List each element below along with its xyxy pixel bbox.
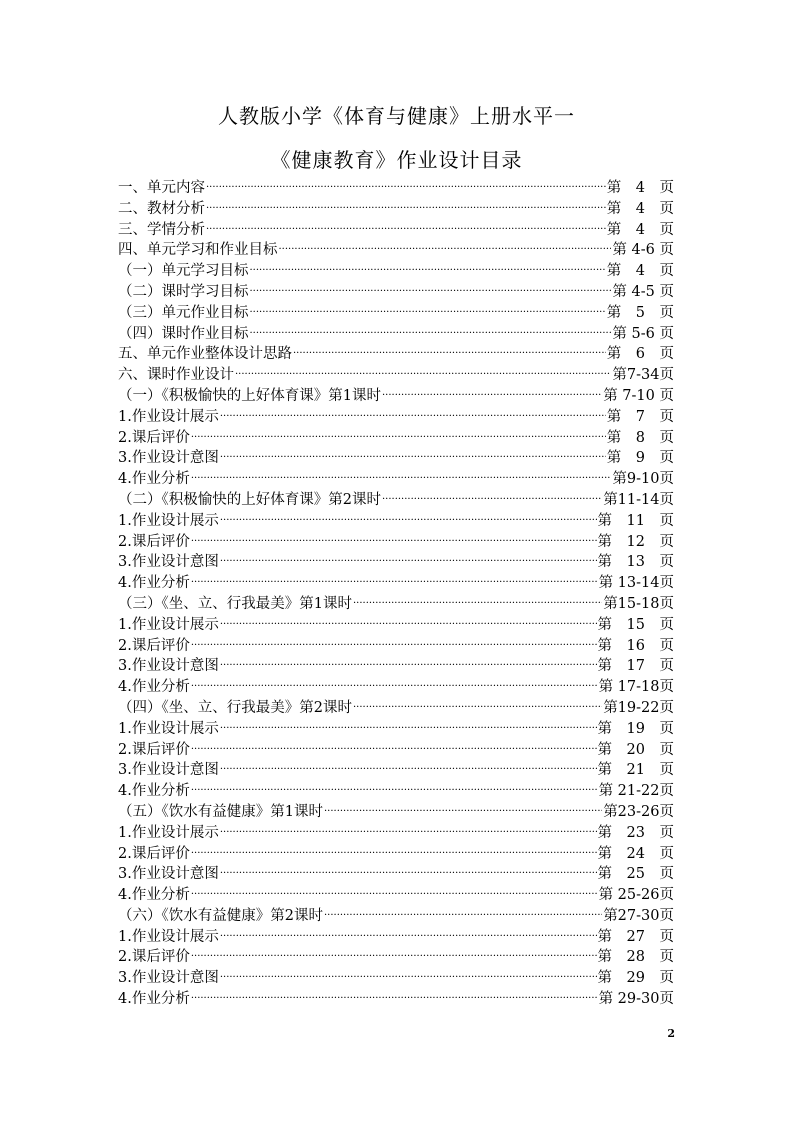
toc-entry-label: 4.作业分析: [118, 471, 190, 488]
toc-leader-dots: [191, 740, 597, 761]
toc-entry[interactable]: [118, 324, 674, 345]
toc-entry[interactable]: [118, 927, 674, 948]
toc-leader-dots: [220, 511, 597, 532]
toc-leader-dots: [191, 573, 598, 594]
toc-entry[interactable]: [118, 199, 674, 220]
toc-entry-page: 第 15 页: [597, 616, 674, 633]
toc-leader-dots: [353, 698, 602, 719]
toc-entry[interactable]: [118, 636, 674, 657]
toc-entry-label: 2.课后评价: [118, 429, 190, 446]
toc-entry[interactable]: [118, 552, 674, 573]
toc-entry-page: 第 29 页: [597, 970, 674, 987]
toc-entry-page: 第 7-10 页: [603, 387, 674, 404]
toc-entry[interactable]: [118, 448, 674, 469]
toc-entry[interactable]: [118, 344, 674, 365]
toc-leader-dots: [220, 615, 597, 636]
toc-entry[interactable]: [118, 469, 674, 490]
toc-entry-page: 第 23 页: [597, 824, 674, 841]
toc-entry-page: 第15-18页: [603, 595, 674, 612]
toc-entry[interactable]: [118, 511, 674, 532]
toc-entry-page: 第 13 页: [597, 554, 674, 571]
toc-entry[interactable]: [118, 760, 674, 781]
toc-entry[interactable]: [118, 968, 674, 989]
toc-entry-label: （四）《坐、立、行我最美》第2课时: [118, 699, 352, 716]
toc-entry[interactable]: [118, 719, 674, 740]
toc-entry[interactable]: [118, 802, 674, 823]
toc-leader-dots: [250, 282, 612, 303]
page-number: 2: [667, 1027, 675, 1040]
toc-leader-dots: [191, 428, 606, 449]
toc-entry-label: 3.作业设计意图: [118, 554, 219, 571]
toc-leader-dots: [191, 636, 597, 657]
toc-leader-dots: [353, 594, 602, 615]
toc-entry-label: 1.作业设计展示: [118, 512, 219, 529]
toc-leader-dots: [191, 469, 612, 490]
document-title: 人教版小学《体育与健康》上册水平一: [218, 104, 575, 128]
toc-leader-dots: [250, 261, 606, 282]
toc-entry-label: 一、单元内容: [118, 180, 205, 196]
toc-leader-dots: [220, 719, 597, 740]
toc-leader-dots: [206, 220, 606, 241]
toc-leader-dots: [206, 199, 606, 220]
toc-entry[interactable]: [118, 864, 674, 885]
toc-entry-label: 3.作业设计意图: [118, 866, 219, 883]
toc-entry-page: 第 4-6 页: [612, 242, 674, 259]
toc-leader-dots: [206, 178, 606, 199]
toc-entry-label: （二）《积极愉快的上好体育课》第2课时: [118, 491, 381, 508]
toc-leader-dots: [235, 365, 611, 386]
toc-entry-label: 4.作业分析: [118, 887, 190, 904]
toc-leader-dots: [382, 386, 602, 407]
toc-entry-page: 第 16 页: [597, 637, 674, 654]
toc-leader-dots: [191, 532, 597, 553]
toc-entry-page: 第 4-5 页: [612, 283, 674, 300]
toc-entry-label: （二）课时学习目标: [118, 283, 249, 300]
toc-entry-label: 3.作业设计意图: [118, 970, 219, 987]
toc-entry-label: 1.作业设计展示: [118, 824, 219, 841]
toc-entry[interactable]: [118, 823, 674, 844]
toc-entry[interactable]: [118, 303, 674, 324]
toc-leader-dots: [220, 823, 597, 844]
toc-entry-label: 2.课后评价: [118, 741, 190, 758]
toc-leader-dots: [220, 552, 597, 573]
toc-entry-page: 第 9 页: [606, 450, 674, 467]
toc-leader-dots: [279, 240, 612, 261]
toc-entry-page: 第 5-6 页: [612, 325, 674, 342]
toc-entry-page: 第 20 页: [597, 741, 674, 758]
toc-leader-dots: [220, 927, 597, 948]
toc-entry-page: 第 13-14页: [598, 575, 674, 592]
toc-entry-page: 第 5 页: [606, 304, 674, 321]
toc-entry[interactable]: [118, 781, 674, 802]
toc-entry-label: 四、单元学习和作业目标: [118, 242, 278, 259]
toc-entry-label: （四）课时作业目标: [118, 325, 249, 342]
toc-entry-label: 二、教材分析: [118, 200, 205, 217]
table-of-contents: [118, 178, 674, 1010]
toc-entry-page: 第 8 页: [606, 429, 674, 446]
toc-leader-dots: [191, 947, 597, 968]
toc-entry-page: 第 29-30页: [598, 991, 674, 1008]
toc-entry-label: 4.作业分析: [118, 575, 190, 592]
toc-leader-dots: [220, 968, 597, 989]
toc-leader-dots: [324, 906, 602, 927]
toc-entry[interactable]: [118, 220, 674, 241]
toc-entry-label: 3.作业设计意图: [118, 762, 219, 779]
toc-leader-dots: [220, 407, 606, 428]
toc-entry-page: 第 7 页: [606, 408, 674, 425]
toc-entry[interactable]: [118, 677, 674, 698]
toc-entry-page: 第 28 页: [597, 949, 674, 966]
toc-leader-dots: [324, 802, 602, 823]
toc-entry[interactable]: [118, 407, 674, 428]
toc-entry-label: 3.作业设计意图: [118, 450, 219, 467]
toc-entry-label: 1.作业设计展示: [118, 720, 219, 737]
toc-entry-page: 第 24 页: [597, 845, 674, 862]
toc-entry-label: （一）单元学习目标: [118, 263, 249, 280]
toc-entry-label: （三）单元作业目标: [118, 304, 249, 321]
toc-entry-page: 第 4 页: [606, 180, 674, 196]
toc-entry[interactable]: [118, 428, 674, 449]
toc-entry[interactable]: [118, 178, 674, 199]
toc-entry[interactable]: [118, 365, 674, 386]
toc-entry-page: 第 11 页: [597, 512, 674, 529]
toc-leader-dots: [220, 448, 606, 469]
toc-entry-page: 第11-14页: [603, 491, 674, 508]
toc-entry[interactable]: [118, 282, 674, 303]
toc-entry-label: 1.作业设计展示: [118, 616, 219, 633]
toc-entry-page: 第27-30页: [603, 907, 674, 924]
toc-entry-page: 第9-10页: [612, 471, 674, 488]
document-subtitle: 《健康教育》作业设计目录: [270, 148, 523, 172]
toc-entry-page: 第 6 页: [606, 346, 674, 363]
toc-entry-page: 第 21-22页: [598, 783, 674, 800]
toc-entry[interactable]: [118, 490, 674, 511]
toc-leader-dots: [191, 989, 598, 1010]
toc-leader-dots: [382, 490, 602, 511]
toc-entry-label: （三）《坐、立、行我最美》第1课时: [118, 595, 352, 612]
toc-entry-page: 第 4 页: [606, 221, 674, 238]
toc-entry-label: 1.作业设计展示: [118, 408, 219, 425]
toc-entry[interactable]: [118, 532, 674, 553]
toc-entry[interactable]: [118, 656, 674, 677]
toc-entry-page: 第 21 页: [597, 762, 674, 779]
toc-entry-page: 第 4 页: [606, 200, 674, 217]
toc-leader-dots: [191, 885, 598, 906]
toc-entry-label: 2.课后评价: [118, 949, 190, 966]
toc-leader-dots: [191, 844, 597, 865]
toc-entry-label: 三、学情分析: [118, 221, 205, 238]
toc-entry-page: 第 4 页: [606, 263, 674, 280]
toc-entry[interactable]: [118, 989, 674, 1010]
toc-entry-label: 1.作业设计展示: [118, 928, 219, 945]
toc-entry-page: 第23-26页: [603, 803, 674, 820]
toc-entry[interactable]: [118, 386, 674, 407]
toc-entry[interactable]: [118, 698, 674, 719]
toc-entry-label: 4.作业分析: [118, 783, 190, 800]
toc-entry-label: （六）《饮水有益健康》第2课时: [118, 907, 323, 924]
toc-entry-label: 4.作业分析: [118, 991, 190, 1008]
toc-entry-page: 第 17 页: [597, 658, 674, 675]
toc-entry[interactable]: [118, 240, 674, 261]
toc-entry-page: 第 17-18页: [598, 679, 674, 696]
toc-entry-label: 2.课后评价: [118, 637, 190, 654]
toc-entry-page: 第 25 页: [597, 866, 674, 883]
toc-entry-label: 2.课后评价: [118, 845, 190, 862]
toc-leader-dots: [220, 760, 597, 781]
toc-entry-page: 第 19 页: [597, 720, 674, 737]
toc-leader-dots: [220, 864, 597, 885]
toc-entry[interactable]: [118, 615, 674, 636]
toc-entry[interactable]: [118, 740, 674, 761]
toc-leader-dots: [191, 677, 598, 698]
toc-entry[interactable]: [118, 261, 674, 282]
toc-entry-label: 六、课时作业设计: [118, 367, 234, 384]
toc-leader-dots: [191, 781, 598, 802]
toc-entry[interactable]: [118, 844, 674, 865]
toc-entry-page: 第 12 页: [597, 533, 674, 550]
toc-entry-page: 第 27 页: [597, 928, 674, 945]
toc-entry-page: 第19-22页: [603, 699, 674, 716]
toc-entry-label: 3.作业设计意图: [118, 658, 219, 675]
toc-leader-dots: [293, 344, 606, 365]
toc-leader-dots: [250, 324, 612, 345]
toc-entry[interactable]: [118, 947, 674, 968]
toc-leader-dots: [250, 303, 606, 324]
toc-entry-label: 五、单元作业整体设计思路: [118, 346, 292, 363]
toc-entry[interactable]: [118, 573, 674, 594]
toc-entry-label: （一）《积极愉快的上好体育课》第1课时: [118, 387, 381, 404]
toc-leader-dots: [220, 656, 597, 677]
toc-entry[interactable]: [118, 594, 674, 615]
toc-entry[interactable]: [118, 885, 674, 906]
toc-entry[interactable]: [118, 906, 674, 927]
toc-entry-page: 第7-34页: [612, 367, 674, 384]
toc-entry-page: 第 25-26页: [598, 887, 674, 904]
toc-entry-label: 4.作业分析: [118, 679, 190, 696]
toc-entry-label: （五）《饮水有益健康》第1课时: [118, 803, 323, 820]
toc-entry-label: 2.课后评价: [118, 533, 190, 550]
